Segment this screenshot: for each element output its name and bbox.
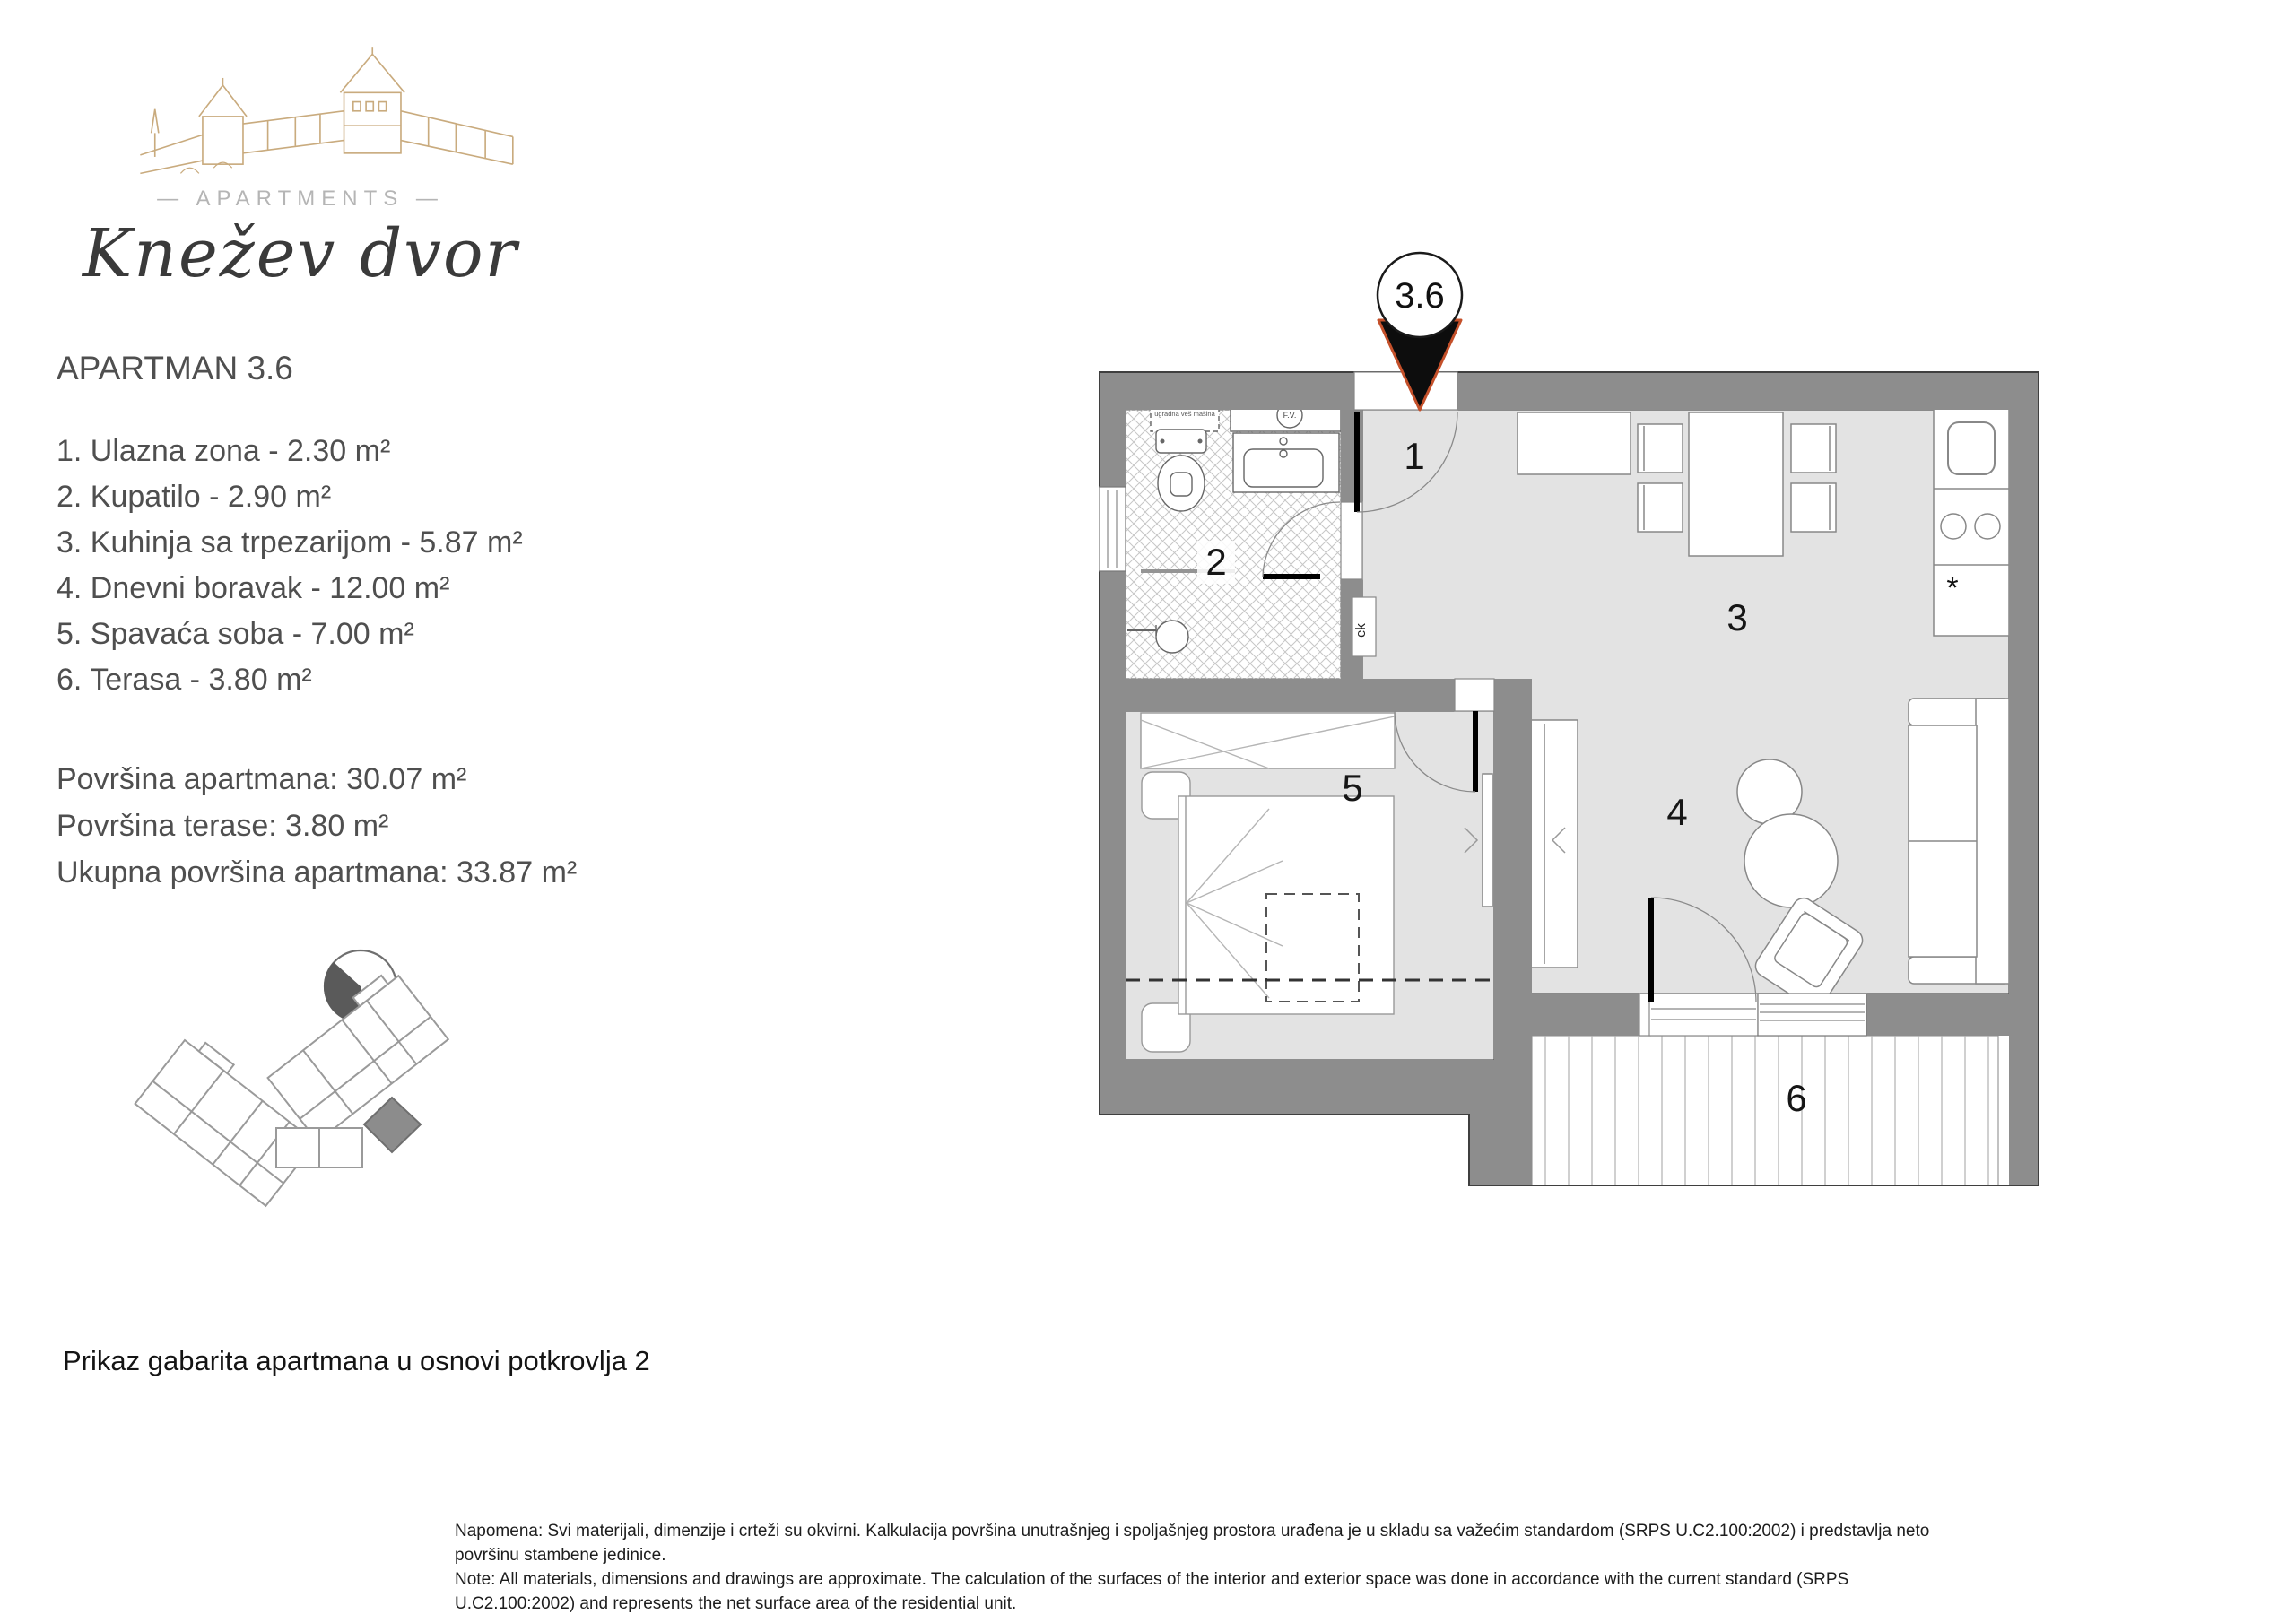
room-list-item: 6. Terasa - 3.80 m² [57,663,312,697]
room-list-item: 5. Spavaća soba - 7.00 m² [57,617,414,651]
page-title: APARTMAN 3.6 [57,350,293,386]
room-list-item: 3. Kuhinja sa trpezarijom - 5.87 m² [57,525,523,560]
sink-icon [1233,433,1339,492]
brand-name: Knežev dvor [83,215,518,292]
hall-cabinet [1518,412,1631,474]
note-english: Note: All materials, dimensions and drawings are approximate. The calculation of the surfaces of the interior and exterior space was done in accordance with the current standard (SRPS U.C2.100:2002) and represents the net surface area of the residential unit. [455,1570,1849,1613]
coffee-table-icon [1744,814,1838,907]
ek-label: ek [1353,623,1369,638]
terrace [1532,1036,1998,1185]
area-summary [57,756,577,896]
room-list-item: 4. Dnevni boravak - 12.00 m² [57,571,450,605]
castle-logo [126,45,520,194]
wardrobe-icon [1141,713,1395,768]
room-label-2: 2 [1205,541,1227,583]
room-label-6: 6 [1786,1077,1807,1119]
room-label-4: 4 [1666,791,1688,833]
fv-label: F.V. [1283,411,1297,420]
room-label-5: 5 [1342,767,1363,809]
castle-illustration [140,47,512,173]
bedroom-door-threshold [1455,679,1494,711]
room-list [57,429,523,703]
note-serbian: Napomena: Svi materijali, dimenzije i crteži su okvirni. Kalkulacija površina unutrašnjeg i spoljašnjeg prostora urađena je u skladu sa važećim standardom (SRPS U.C2.100:2002) i predstavlja neto površinu stambene jedinice. [455,1522,1930,1565]
sliding-panel [1483,774,1492,907]
footer-notes [455,1519,1930,1616]
room-list-item: 2. Kupatilo - 2.90 m² [57,480,332,514]
bed-icon [1178,796,1394,1014]
unit-marker-label: 3.6 [1395,276,1445,316]
washing-machine-label: ugradna veš mašina [1154,410,1215,418]
summary-total-area: Ukupna površina apartmana: 33.87 m² [57,855,578,890]
room-label-1: 1 [1404,435,1425,477]
kitchen-counter [1934,404,2009,636]
terrace-door-threshold [1649,994,1758,1036]
room-list-item: 1. Ulazna zona - 2.30 m² [57,434,391,468]
highlighted-unit [364,1098,421,1152]
counter-star-label: * [1946,571,1959,605]
location-minimap [126,933,574,1309]
building-outline [135,968,448,1206]
cooktop-burner-icon [1975,514,2000,539]
sofa-icon [1909,699,2009,984]
toilet-icon [1156,430,1206,511]
summary-apartment-area: Površina apartmana: 30.07 m² [57,762,467,796]
living-room-window-icon [1758,994,1866,1036]
bathroom-window-icon [1099,487,1126,571]
cooktop-burner-icon [1941,514,1966,539]
kitchen-sink-icon [1948,422,1995,474]
floor-plan [1099,220,2040,1188]
bathroom-door-threshold [1341,502,1362,579]
room-label-3: 3 [1726,596,1748,638]
brand-block [27,187,574,292]
brand-tagline: — APARTMENTS — [157,187,444,211]
plan-caption: Prikaz gabarita apartmana u osnovi potkrovlja 2 [63,1345,650,1376]
summary-terrace-area: Površina terase: 3.80 m² [57,809,389,843]
